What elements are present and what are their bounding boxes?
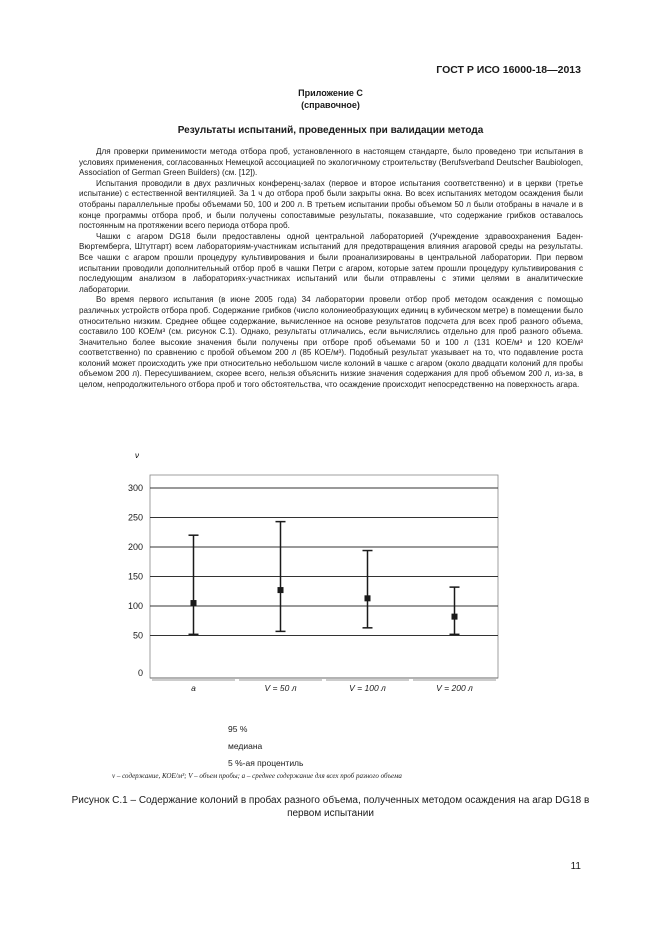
appendix-title: Приложение С [298, 88, 363, 98]
x-tick-label: V = 50 л [264, 683, 297, 693]
figure-footnote: ν – содержание, КОЕ/м³; V – объем пробы; a – среднее содержание для всех проб разного объема [112, 772, 402, 780]
legend-p95: 95 % [228, 724, 248, 734]
x-tick-label: V = 200 л [436, 683, 473, 693]
legend-p5: 5 %-ая процентиль [228, 758, 304, 768]
section-title: Результаты испытаний, проведенных при валидации метода [177, 125, 484, 136]
median-marker [278, 587, 284, 593]
y-tick-label: 250 [127, 512, 143, 523]
standard-header: ГОСТ Р ИСО 16000-18—2013 [436, 64, 581, 76]
y-tick-label: 100 [127, 601, 143, 611]
median-marker [452, 614, 458, 620]
appendix-subtitle: (справочное) [301, 100, 360, 110]
median-marker [365, 595, 371, 601]
error-bars [189, 522, 460, 635]
paragraph-2: Испытания проводили в двух различных конференц-залах (первое и второе испытания соответственно) и в церкви (третье испытание) с естественной вентиляцией. За 1 ч до отбора проб были закрыты окна. Во всех испытаниях методом осаждения были отобраны параллельные пробы объемами 50, 100 и 200 л. В третьем испытании пробы объемом 50 л были отобраны в начале и в конце программы отбора проб, и были получены сопоставимые результаты, показавшие, что содержание грибков оставалось постоянным на протяжении всего периода отбора проб. [79, 178, 583, 231]
paragraph-4: Во время первого испытания (в июне 2005 года) 34 лаборатории провели отбор проб методом осаждения с помощью различных устройств отбора проб. Содержание грибков (число колониеобразующих единиц в кубическом метре) в помещении было относительно низким. Среднее общее содержание, вычисленное на основе результатов подсчета для всех проб разного объема, составило 100 КОЕ/м³ (см. рисунок С.1). Однако, результаты отличались, если вычислялись отдельно для проб разного объема. Значительно более высокие значения были получены при отборе проб объемами 50 и 100 л (131 КОЕ/м³ и 120 КОЕ/м³ соответственно) по сравнению с пробой объемом 200 л (85 КОЕ/м³). Подобный результат указывает на то, что подавление роста колоний может происходить уже при относительно небольшом числе колоний в чашке с агаром (около двадцати колоний для пробы объемом 200 л). Пересушиванием, скорее всего, нельзя объяснить низкие значения содержания для проб объемом 200 л, из-за, в целом, непродолжительного отбора проб и того обстоятельства, что осаждение происходит непосредственно на поверхность агара. [79, 295, 583, 390]
legend-median: медиана [228, 741, 263, 751]
grid-lines [150, 488, 498, 636]
y-tick-label: 300 [127, 483, 143, 493]
x-tick-label: a [191, 683, 196, 693]
y-tick-label: 200 [127, 542, 143, 552]
paragraph-3: Чашки с агаром DG18 были предоставлены одной центральной лабораторией (Учреждение здравоохранения Баден-Вюртемберга, Штутгарт) всем лабораториям-участникам испытаний для предотвращения влияния агаровой среды на результаты. Все чашки с агаром прошли процедуру культивирования и были проанализированы в центральной лаборатории. При первом испытании проводили дополнительный отбор проб в чашки Петри с агаром, которые затем прошли процедуру культивирования с последующим анализом в лабораториях-участниках испытаний или были отправлены с этими целями в аналитические лаборатории. [79, 231, 583, 294]
paragraph-1: Для проверки применимости метода отбора проб, установленного в настоящем стандарте, было проведено три испытания в условиях применения, согласованных Немецкой ассоциацией по экологичному строительству (Berufsverband Deutscher Baubiologen, Association of German Green Builders) (см. [12]). [79, 147, 583, 178]
x-tick-label: V = 100 л [349, 683, 386, 693]
y-tick-labels [128, 483, 143, 678]
median-marker [191, 600, 197, 606]
page-number: 11 [570, 861, 581, 872]
y-tick-label: 50 [132, 630, 143, 641]
figure-caption: Рисунок С.1 – Содержание колоний в пробах разного объема, полученных методом осаждения на агар DG18 в первом испытании [71, 795, 590, 819]
x-tick-labels [152, 680, 496, 693]
y-axis-label: ν [135, 451, 139, 460]
y-tick-label: 150 [127, 571, 143, 582]
y-tick-label: 0 [137, 668, 143, 678]
